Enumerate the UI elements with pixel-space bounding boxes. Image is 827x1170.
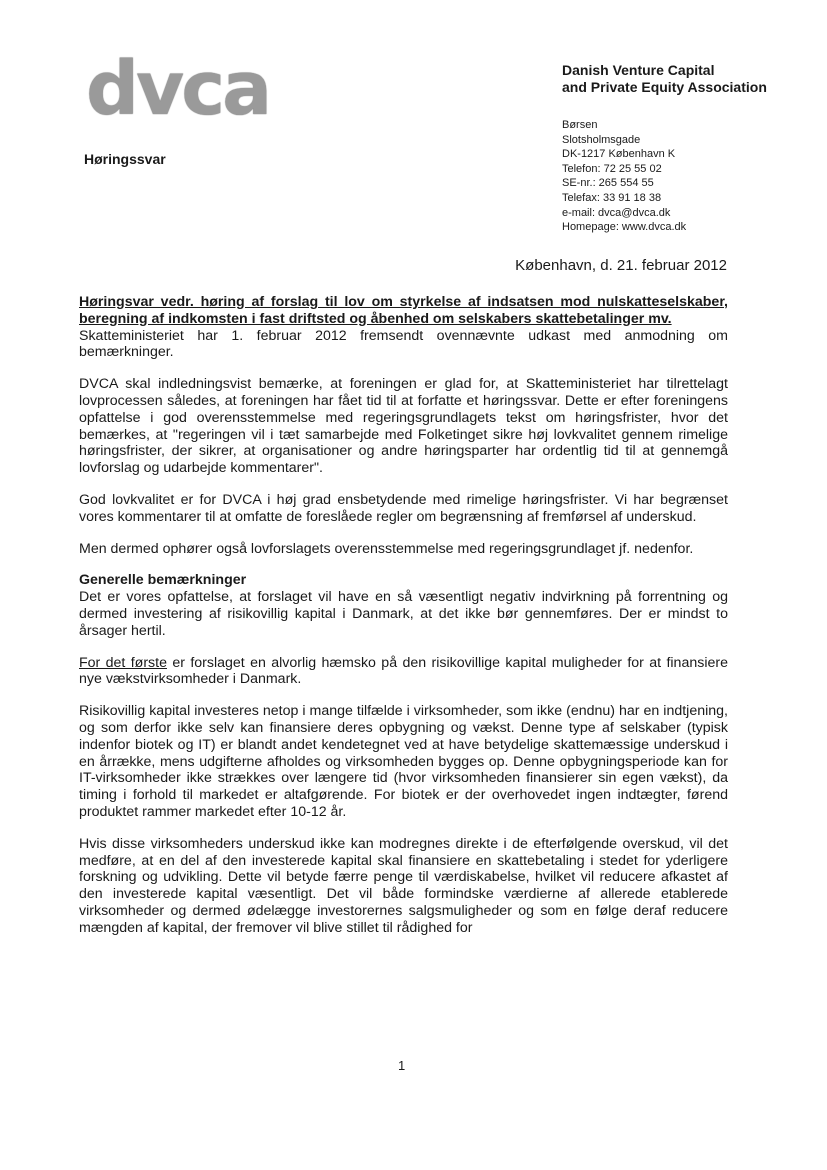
- address-line-fax: Telefax: 33 91 18 38: [562, 191, 662, 204]
- org-name-line2: and Private Equity Association: [562, 79, 767, 95]
- address-line-phone: Telefon: 72 25 55 02: [562, 162, 662, 175]
- document-type-label: Høringssvar: [84, 151, 166, 167]
- paragraph-deficit: Hvis disse virksomheders underskud ikke kan modregnes direkte i de efterfølgende overskud, vil det medføre, at en del af den investerede kapital skal finansiere en skattebetaling i stedet for yderligere forskning og udvikling. Dette vil betyde færre penge til værdiskabelse, hvilket vil reducere afkastet af den investerede kapital væsentligt. Det vil både formindske værdierne af allerede etablerede virksomheder og dermed ødelægge investorernes salgsmuligheder og som en følge deraf reducere mængden af kapital, der fremover vil blive stillet til rådighed for: [79, 835, 728, 936]
- address-line-email: e-mail: dvca@dvca.dk: [562, 206, 671, 219]
- letter-body: [79, 294, 728, 952]
- letter-date: København, d. 21. februar 2012: [515, 257, 727, 274]
- paragraph-first-reason: [79, 655, 728, 689]
- subject-line: Høringsvar vedr. høring af forslag til lov om styrkelse af indsatsen mod nulskatteselskaber, beregning af indkomsten i fast driftsted og åbenhed om selskabers skattebetalinger mv.: [79, 294, 728, 327]
- paragraph-quality: God lovkvalitet er for DVCA i høj grad ensbetydende med rimelige høringsfrister. Vi har begrænset vores kommentarer til at omfatte de foreslåede regler om begrænsning af fremførsel af underskud.: [79, 491, 728, 525]
- address-line-se-number: SE-nr.: 265 554 55: [562, 177, 654, 190]
- paragraph-process: DVCA skal indledningsvist bemærke, at foreningen er glad for, at Skatteministeriet har tilrettelagt lovprocessen således, at foreningen har fået tid til at forfatte et høringssvar. Dette er efter foreningens opfattelse i god overensstemmelse med regeringsgrundlagets tekst om høringsfrister, hvor det bemærkes, at "regeringen vil i tæt samarbejde med Folketinget sikre høj lovkvalitet gennem rimelige høringsfrister, der sikrer, at organisationer og andre høringsparter har ordentlig tid til at gennemgå lovforslag og udarbejde kommentarer".: [79, 376, 728, 477]
- address-line-homepage: Homepage: www.dvca.dk: [562, 221, 687, 234]
- organization-name: [562, 62, 767, 96]
- paragraph-consistency: Men dermed ophører også lovforslagets overensstemmelse med regeringsgrundlaget jf. nedenfor.: [79, 540, 694, 557]
- contact-block: [562, 118, 686, 235]
- page-number: 1: [398, 1058, 406, 1073]
- first-reason-lead: For det første: [79, 654, 167, 671]
- first-reason-text: er forslaget en alvorlig hæmsko på den risikovillige kapital muligheder for at finansiere nye vækstvirksomheder i Danmark.: [79, 654, 728, 688]
- paragraph-general-opinion: Det er vores opfattelse, at forslaget vil have en så væsentligt negativ indvirkning på forrentning og dermed investering af risikovillig kapital i Danmark, at det ikke bør gennemføres. Der er mindst to årsager hertil.: [79, 589, 728, 639]
- dvca-logo: dvca: [86, 46, 270, 132]
- address-line-city: DK-1217 København K: [562, 148, 676, 161]
- paragraph-intro: Skatteministeriet har 1. februar 2012 fremsendt ovennævnte udkast med anmodning om bemærkninger.: [79, 327, 728, 361]
- org-name-line1: Danish Venture Capital: [562, 62, 715, 78]
- address-line-building: Børsen: [562, 119, 598, 131]
- section-heading-general: Generelle bemærkninger: [79, 572, 247, 589]
- address-line-street: Slotsholmsgade: [562, 133, 641, 146]
- paragraph-risk-capital: Risikovillig kapital investeres netop i mange tilfælde i virksomheder, som ikke (endnu) har en indtjening, og som derfor ikke selv kan finansiere deres opbygning og vækst. Denne type af selskaber (typisk indenfor biotek og IT) er blandt andet kendetegnet ved at have betydelige skattemæssige underskud i en årrække, mens udgifterne afholdes og virksomheden bygges op. Denne opbygningsperiode kan for IT-virksomheder ikke strækkes over længere tid (hvor virksomheden finansierer sin egen vækst), da timing i forhold til markedet er altafgørende. For biotek er der overhovedet ingen indtægter, førend produktet rammer markedet efter 10-12 år.: [79, 703, 728, 820]
